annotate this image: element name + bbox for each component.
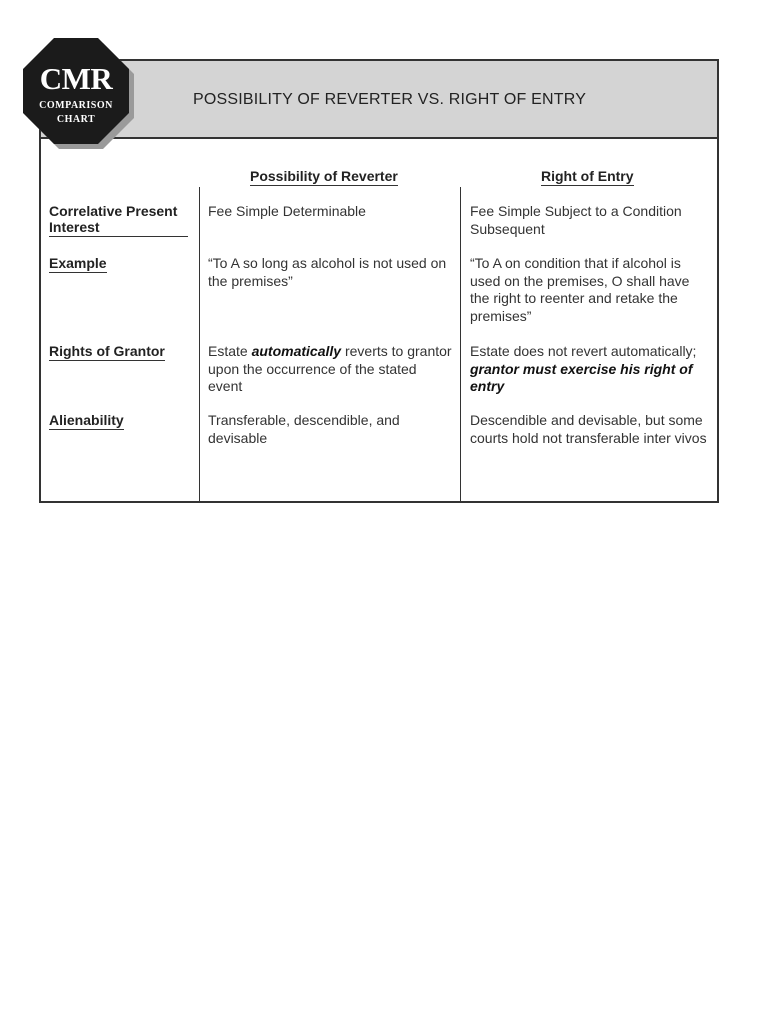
cell-reverter-alienability: Transferable, descendible, and devisable [208,412,400,446]
emphasis-text: grantor must exercise his right of entry [470,360,693,394]
badge-abbreviation: CMR [39,61,113,96]
emphasis-text: automatically [251,343,342,359]
badge-line-1: COMPARISON [39,100,113,111]
cmr-comparison-chart-badge [21,38,141,158]
column-divider [199,187,200,503]
octagon-badge-icon [21,38,141,158]
cell-reverter-example: “To A so long as alcohol is not used on the premises” [208,255,447,289]
cell-entry-interest: Fee Simple Subject to a Condition Subsequent [470,203,682,237]
cell-entry-alienability: Descendible and devisable, but some courts hold not transferable inter vivos [470,412,707,446]
cell-entry-example: “To A on condition that if alcohol is used on the premises, O shall have the right to reenter and retake the premises” [470,255,690,324]
title-bar [41,61,717,139]
cell-reverter-rights: Estate automatically reverts to grantor upon the occurrence of the stated event [208,343,452,394]
comparison-chart [39,59,719,503]
column-header-entry: Right of Entry [541,168,634,184]
badge-line-2: CHART [56,114,96,125]
chart-title: POSSIBILITY OF REVERTER VS. RIGHT OF ENTRY [193,91,587,108]
row-label-correlative-interest: Correlative Present Interest [49,203,188,237]
column-divider [460,187,461,503]
cell-entry-rights: Estate does not revert automatically; grantor must exercise his right of entry [470,343,697,394]
row-label-example: Example [49,255,107,271]
column-header-reverter: Possibility of Reverter [250,168,398,184]
cell-reverter-interest: Fee Simple Determinable [208,203,366,219]
row-label-rights-of-grantor: Rights of Grantor [49,343,165,359]
row-label-alienability: Alienability [49,412,124,428]
